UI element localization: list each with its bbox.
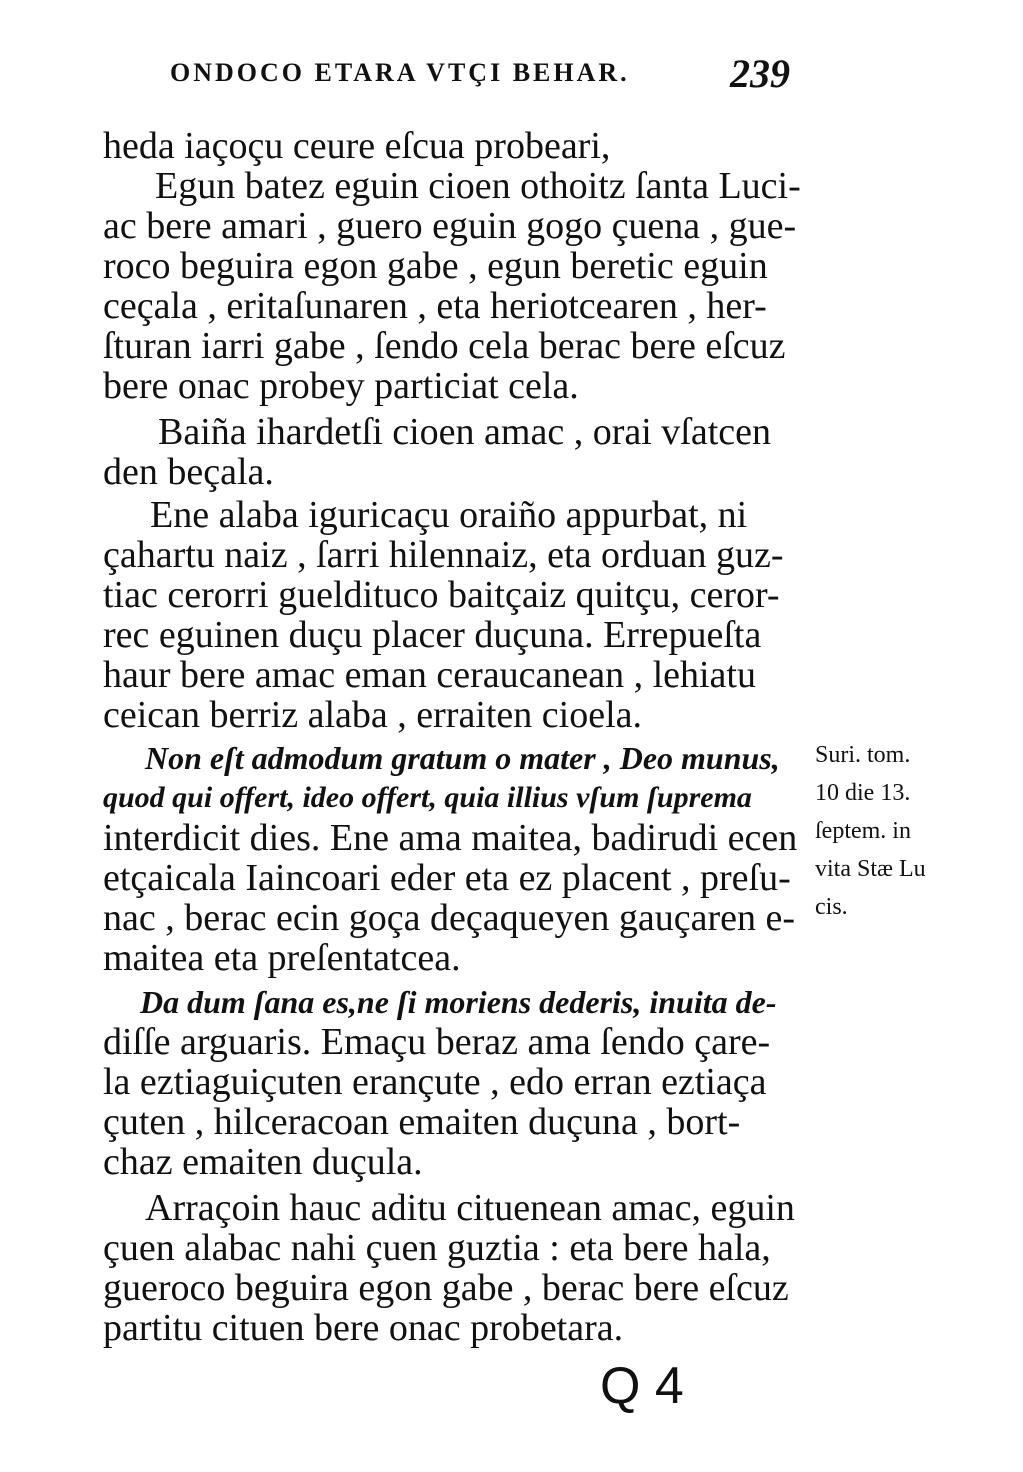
text-line: çuen alabac nahi çuen guztia : eta bere hala, (103, 1227, 771, 1269)
margin-note-line: Suri. tom. (815, 742, 911, 768)
text-line: interdicit dies. Ene ama maitea, badirudi ecen (103, 817, 798, 859)
text-line: tiac cerorri gueldituco baitçaiz quitçu, ceror- (103, 574, 780, 616)
text-line: Arraçoin hauc aditu cituenean amac, eguin (145, 1187, 795, 1229)
text-line: Baiña ihardetſi cioen amac , orai vſatcen (158, 411, 771, 453)
margin-note-line: cis. (815, 894, 848, 920)
text-line: ac bere amari , guero eguin gogo çuena , gue- (103, 205, 797, 247)
text-line: Ene alaba iguricaçu oraiño appurbat, ni (150, 494, 748, 536)
margin-note-line: 10 die 13. (815, 780, 911, 806)
text-line: chaz emaiten duçula. (103, 1141, 423, 1183)
text-line: ceçala , eritaſunaren , eta heriotcearen , her- (103, 285, 767, 327)
latin-quote-line: quod qui offert, ideo offert, quia illius vſum ſuprema (103, 781, 752, 814)
text-line: ceican berriz alaba , erraiten cioela. (103, 694, 643, 736)
margin-note-line: ſeptem. in (815, 818, 911, 844)
text-line: ſturan iarri gabe , ſendo cela berac bere eſcuz (103, 325, 786, 367)
running-title: ONDOCO ETARA VTÇI BEHAR. (170, 58, 630, 87)
text-line: çahartu naiz , ſarri hilennaiz, eta orduan guz- (103, 534, 784, 576)
text-line: partitu cituen bere onac probetara. (103, 1307, 624, 1349)
signature-mark: Q 4 (600, 1357, 684, 1415)
text-line: nac , berac ecin goça deçaqueyen gauçaren e- (103, 897, 795, 939)
text-line: roco beguira egon gabe , egun beretic eguin (103, 245, 768, 287)
text-line: Egun batez eguin cioen othoitz ſanta Luci- (155, 165, 801, 207)
text-line: rec eguinen duçu placer duçuna. Errepueſta (103, 614, 762, 656)
text-line: gueroco beguira egon gabe , berac bere eſcuz (103, 1267, 789, 1309)
text-line: bere onac probey particiat cela. (103, 365, 579, 407)
latin-quote-line: Non eſt admodum gratum o mater , Deo munus, (145, 740, 780, 776)
latin-quote-line: Da dum ſana es,ne ſi moriens dederis, inuita de- (140, 984, 777, 1020)
text-line: etçaicala Iaincoari eder eta ez placent , preſu- (103, 857, 791, 899)
text-line: den beçala. (103, 451, 274, 493)
text-line: çuten , hilceracoan emaiten duçuna , bort- (103, 1101, 741, 1143)
text-line: maitea eta preſentatcea. (103, 937, 461, 979)
text-line: haur bere amac eman ceraucanean , lehiatu (103, 654, 756, 696)
page-number: 239 (730, 51, 790, 96)
text-line: diſſe arguaris. Emaçu beraz ama ſendo çare- (103, 1021, 771, 1063)
text-line: la eztiaguiçuten erançute , edo erran eztiaça (103, 1061, 767, 1103)
margin-note (815, 736, 975, 926)
text-line: heda iaçoçu ceure eſcua probeari, (103, 125, 611, 167)
margin-note-line: vita Stæ Lu (815, 856, 926, 882)
